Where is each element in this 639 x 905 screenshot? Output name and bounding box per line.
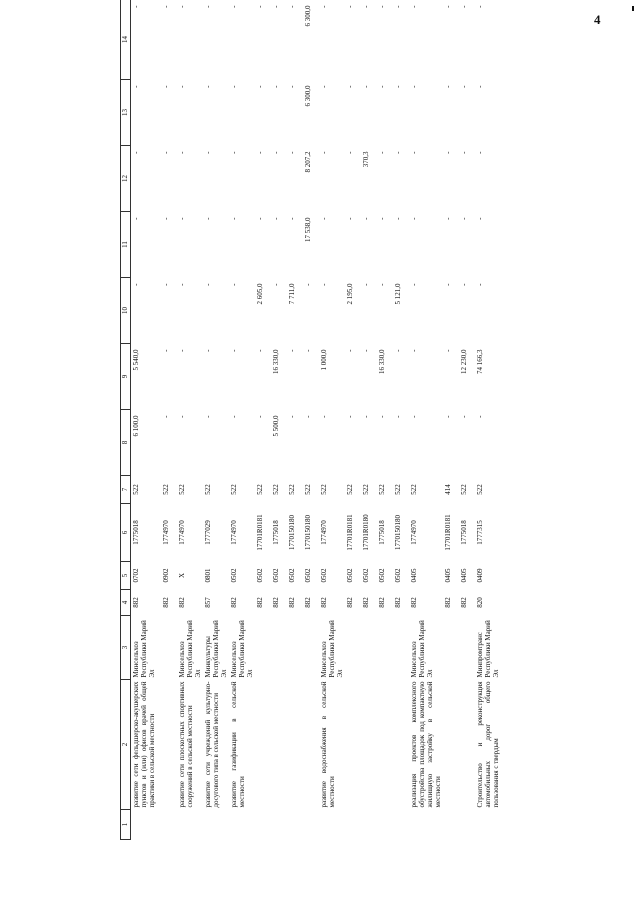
cell-c8: - bbox=[476, 415, 485, 418]
cell-c5: 0409 bbox=[476, 568, 485, 583]
cell-c7: 522 bbox=[346, 484, 355, 495]
table-row bbox=[345, 0, 361, 840]
cell-c6: 1777029 bbox=[203, 520, 212, 545]
cell-c14: - bbox=[229, 5, 238, 8]
cell-c8: - bbox=[161, 415, 170, 418]
cell-c10: - bbox=[410, 283, 419, 286]
cell-c7: 522 bbox=[476, 484, 485, 495]
header-row bbox=[121, 0, 131, 840]
cell-c6: 17701R0181 bbox=[444, 514, 453, 551]
cell-c4: 882 bbox=[229, 597, 238, 608]
col-header: 8 bbox=[121, 410, 131, 476]
row-number-cell bbox=[131, 810, 161, 840]
table-row bbox=[229, 0, 255, 840]
cell-c2 bbox=[303, 680, 319, 810]
cell-c8: - bbox=[229, 415, 238, 418]
cell-c7: 522 bbox=[203, 484, 212, 495]
cell-c4: 882 bbox=[460, 597, 469, 608]
cell-c11: - bbox=[319, 217, 328, 220]
cell-c12: - bbox=[476, 151, 485, 154]
cell-c10: - bbox=[476, 283, 485, 286]
cell-c13: - bbox=[287, 85, 296, 88]
cell-c9: 74 166,3 bbox=[476, 349, 485, 374]
table-row bbox=[393, 0, 409, 840]
row-number-cell bbox=[475, 810, 511, 840]
cell-c4: 882 bbox=[255, 597, 264, 608]
cell-c13: - bbox=[378, 85, 387, 88]
cell-c12: - bbox=[161, 151, 170, 154]
cell-c6: 1775018 bbox=[460, 520, 469, 545]
cell-c9: - bbox=[255, 349, 264, 352]
row-number-cell bbox=[361, 810, 377, 840]
cell-c6: 1770150180 bbox=[394, 515, 403, 550]
cell-c14: - bbox=[378, 5, 387, 8]
cell-c4: 882 bbox=[161, 597, 170, 608]
cell-c14: - bbox=[394, 5, 403, 8]
col-header: 10 bbox=[121, 278, 131, 344]
cell-c7: 522 bbox=[319, 484, 328, 495]
row-number-cell bbox=[377, 810, 393, 840]
table-body bbox=[131, 0, 512, 840]
cell-c3 bbox=[459, 616, 475, 680]
cell-c2 bbox=[361, 680, 377, 810]
cell-c2: развитие сети фельдшерско-акушерских пунктов и (или) офисов врачей общей практики в сельской местности bbox=[132, 681, 157, 808]
cell-c3 bbox=[303, 616, 319, 680]
cell-c12: - bbox=[287, 151, 296, 154]
cell-c6: 1770150180 bbox=[287, 515, 296, 550]
cell-c9: - bbox=[362, 349, 371, 352]
table-row bbox=[475, 0, 511, 840]
cell-c10: - bbox=[303, 283, 312, 286]
cell-c3: Минкультуры Республики Марий Эл bbox=[203, 620, 228, 678]
cell-c13: - bbox=[132, 85, 140, 88]
cell-c12: - bbox=[444, 151, 453, 154]
cell-c2 bbox=[161, 680, 177, 810]
cell-c5: 0502 bbox=[378, 568, 387, 583]
cell-c2 bbox=[345, 680, 361, 810]
cell-c14: - bbox=[410, 5, 419, 8]
cell-c7: 522 bbox=[410, 484, 419, 495]
cell-c4: 882 bbox=[394, 597, 403, 608]
cell-c12: - bbox=[203, 151, 212, 154]
cell-c11: - bbox=[410, 217, 419, 220]
cell-c10: 5 121,0 bbox=[394, 283, 403, 305]
cell-c8: - bbox=[346, 415, 355, 418]
table-row bbox=[303, 0, 319, 840]
cell-c12: - bbox=[132, 151, 140, 154]
cell-c5: 0502 bbox=[229, 568, 238, 583]
cell-c7: 522 bbox=[378, 484, 387, 495]
cell-c2: развитие газификации в сельской местности bbox=[229, 681, 246, 808]
table-row bbox=[161, 0, 177, 840]
cell-c14: - bbox=[476, 5, 485, 8]
cell-c2: развитие сети учреждений культурно-досугового типа в сельской местности bbox=[203, 681, 220, 808]
cell-c3 bbox=[345, 616, 361, 680]
row-number-cell bbox=[229, 810, 255, 840]
cell-c11: - bbox=[255, 217, 264, 220]
cell-c9: - bbox=[410, 349, 419, 352]
cell-c13: - bbox=[255, 85, 264, 88]
cell-c5: X bbox=[177, 572, 186, 579]
cell-c3 bbox=[287, 616, 303, 680]
table-row bbox=[287, 0, 303, 840]
table-row bbox=[443, 0, 459, 840]
cell-c12: - bbox=[410, 151, 419, 154]
cell-c3 bbox=[255, 616, 271, 680]
cell-c7: 522 bbox=[394, 484, 403, 495]
cell-c12: - bbox=[271, 151, 280, 154]
row-number-cell bbox=[319, 810, 345, 840]
cell-c12: 8 207,2 bbox=[303, 151, 312, 173]
cell-c9: - bbox=[287, 349, 296, 352]
cell-c11: 17 538,0 bbox=[303, 217, 312, 242]
row-number-cell bbox=[203, 810, 229, 840]
cell-c5: 0502 bbox=[346, 568, 355, 583]
cell-c7: 522 bbox=[303, 484, 312, 495]
cell-c5: 0502 bbox=[303, 568, 312, 583]
cell-c13: - bbox=[410, 85, 419, 88]
cell-c4: 882 bbox=[410, 597, 419, 608]
cell-c6: 1775018 bbox=[378, 520, 387, 545]
cell-c14: - bbox=[177, 5, 186, 8]
table-row bbox=[177, 0, 203, 840]
cell-c14: - bbox=[319, 5, 328, 8]
cell-c6: 17701R0181 bbox=[255, 514, 264, 551]
cell-c10: - bbox=[362, 283, 371, 286]
cell-c11: - bbox=[229, 217, 238, 220]
cell-c8: - bbox=[444, 415, 453, 418]
cell-c6: 1770150180 bbox=[303, 515, 312, 550]
cell-c5: 0801 bbox=[203, 568, 212, 583]
cell-c6: 1774970 bbox=[177, 520, 186, 545]
cell-c10: 2 605,0 bbox=[255, 283, 264, 305]
cell-c8: - bbox=[362, 415, 371, 418]
cell-c11: - bbox=[362, 217, 371, 220]
cell-c2 bbox=[443, 680, 459, 810]
cell-c3: Минсельхоз Республики Марий Эл bbox=[229, 620, 254, 678]
table-row bbox=[203, 0, 229, 840]
row-number-cell bbox=[255, 810, 271, 840]
cell-c2 bbox=[287, 680, 303, 810]
cell-c7: 522 bbox=[460, 484, 469, 495]
cell-c14: - bbox=[132, 5, 140, 8]
cell-c10: - bbox=[271, 283, 280, 286]
cell-c3 bbox=[443, 616, 459, 680]
budget-table bbox=[120, 0, 511, 840]
cell-c8: - bbox=[378, 415, 387, 418]
cell-c11: - bbox=[161, 217, 170, 220]
row-number-cell bbox=[345, 810, 361, 840]
cell-c3: Минсельхоз Республики Марий Эл bbox=[132, 620, 157, 678]
cell-c3 bbox=[393, 616, 409, 680]
cell-c5: 0405 bbox=[410, 568, 419, 583]
cell-c12: - bbox=[177, 151, 186, 154]
cell-c10: - bbox=[460, 283, 469, 286]
cell-c2: реализация проектов комплексного обустройства площадок под компактную жилищную застройку в сельской местности bbox=[410, 681, 443, 808]
cell-c11: - bbox=[271, 217, 280, 220]
cell-c14: - bbox=[444, 5, 453, 8]
cell-c7: 522 bbox=[362, 484, 371, 495]
cell-c9: - bbox=[346, 349, 355, 352]
cell-c13: - bbox=[271, 85, 280, 88]
cell-c14: - bbox=[161, 5, 170, 8]
cell-c10: 2 195,0 bbox=[346, 283, 355, 305]
cell-c8: 6 100,0 bbox=[132, 415, 140, 437]
cell-c4: 857 bbox=[203, 597, 212, 608]
cell-c13: - bbox=[476, 85, 485, 88]
cell-c5: 0502 bbox=[319, 568, 328, 583]
cell-c7: 522 bbox=[287, 484, 296, 495]
col-header: 12 bbox=[121, 146, 131, 212]
cell-c7: 522 bbox=[132, 484, 140, 495]
row-number-cell bbox=[303, 810, 319, 840]
cell-c9: 1 000,0 bbox=[319, 349, 328, 371]
cell-c6: 1777315 bbox=[476, 520, 485, 545]
cell-c14: - bbox=[287, 5, 296, 8]
table-row bbox=[319, 0, 345, 840]
cell-c8: - bbox=[460, 415, 469, 418]
cell-c14: - bbox=[460, 5, 469, 8]
cell-c5: 0502 bbox=[271, 568, 280, 583]
row-number-cell bbox=[409, 810, 443, 840]
cell-c3: Минсельхоз Республики Марий Эл bbox=[319, 620, 345, 678]
cell-c10: - bbox=[319, 283, 328, 286]
cell-c4: 882 bbox=[362, 597, 371, 608]
cell-c12: - bbox=[255, 151, 264, 154]
cell-c7: 414 bbox=[444, 484, 453, 495]
row-number-cell bbox=[459, 810, 475, 840]
cell-c4: 882 bbox=[444, 597, 453, 608]
cell-c13: - bbox=[394, 85, 403, 88]
cell-c4: 882 bbox=[319, 597, 328, 608]
cell-c5: 0405 bbox=[444, 568, 453, 583]
cell-c5: 0902 bbox=[161, 568, 170, 583]
cell-c13: 6 300,0 bbox=[303, 85, 312, 107]
cell-c9: 16 330,0 bbox=[271, 349, 280, 374]
cell-c12: - bbox=[394, 151, 403, 154]
cell-c10: - bbox=[378, 283, 387, 286]
cell-c4: 820 bbox=[476, 597, 485, 608]
cell-c9: 5 540,0 bbox=[132, 349, 140, 371]
cell-c4: 882 bbox=[346, 597, 355, 608]
rotated-page bbox=[120, 0, 620, 840]
cell-c4: 882 bbox=[177, 597, 186, 608]
cell-c9: - bbox=[161, 349, 170, 352]
cell-c9: - bbox=[444, 349, 453, 352]
cell-c12: - bbox=[460, 151, 469, 154]
cell-c3 bbox=[361, 616, 377, 680]
page-number: 4 bbox=[594, 12, 601, 27]
cell-c14: 6 300,0 bbox=[303, 5, 312, 27]
cell-c10: - bbox=[203, 283, 212, 286]
row-number-cell bbox=[177, 810, 203, 840]
cell-c14: - bbox=[346, 5, 355, 8]
cell-c8: 5 500,0 bbox=[271, 415, 280, 437]
cell-c5: 0502 bbox=[362, 568, 371, 583]
cell-c2 bbox=[377, 680, 393, 810]
cell-c2: развитие сети плоскостных спортивных сооружений в сельской местности bbox=[177, 681, 194, 808]
row-number-cell bbox=[271, 810, 287, 840]
row-number-cell bbox=[287, 810, 303, 840]
table-row bbox=[271, 0, 287, 840]
row-number-cell bbox=[161, 810, 177, 840]
cell-c9: 12 230,0 bbox=[460, 349, 469, 374]
col-header: 14 bbox=[121, 0, 131, 80]
cell-c13: - bbox=[161, 85, 170, 88]
cell-c6: 17701R0180 bbox=[362, 514, 371, 551]
cell-c13: - bbox=[346, 85, 355, 88]
cell-c6: 1774970 bbox=[319, 520, 328, 545]
cell-c4: 882 bbox=[378, 597, 387, 608]
col-header: 7 bbox=[121, 476, 131, 504]
cell-c8: - bbox=[287, 415, 296, 418]
cell-c14: - bbox=[362, 5, 371, 8]
scan-mark bbox=[632, 6, 634, 11]
cell-c12: - bbox=[229, 151, 238, 154]
cell-c9: - bbox=[394, 349, 403, 352]
col-header: 11 bbox=[121, 212, 131, 278]
cell-c3 bbox=[161, 616, 177, 680]
cell-c10: - bbox=[161, 283, 170, 286]
cell-c7: 522 bbox=[177, 484, 186, 495]
cell-c2 bbox=[271, 680, 287, 810]
cell-c5: 0502 bbox=[287, 568, 296, 583]
cell-c5: 0502 bbox=[255, 568, 264, 583]
cell-c3 bbox=[377, 616, 393, 680]
cell-c8: - bbox=[255, 415, 264, 418]
cell-c3 bbox=[271, 616, 287, 680]
cell-c4: 882 bbox=[271, 597, 280, 608]
cell-c6: 1774970 bbox=[229, 520, 238, 545]
cell-c10: - bbox=[229, 283, 238, 286]
cell-c11: - bbox=[378, 217, 387, 220]
cell-c12: 370,3 bbox=[362, 151, 371, 168]
cell-c3: Минсельхоз Республики Марий Эл bbox=[410, 620, 435, 678]
cell-c2: Строительство и реконструкция автомобильных дорог общего пользования с твердым bbox=[476, 681, 501, 808]
cell-c2 bbox=[393, 680, 409, 810]
cell-c11: - bbox=[394, 217, 403, 220]
cell-c5: 0405 bbox=[460, 568, 469, 583]
cell-c5: 0702 bbox=[132, 568, 140, 583]
cell-c11: - bbox=[177, 217, 186, 220]
table-row bbox=[377, 0, 393, 840]
cell-c11: - bbox=[132, 217, 140, 220]
cell-c12: - bbox=[346, 151, 355, 154]
cell-c13: - bbox=[203, 85, 212, 88]
cell-c14: - bbox=[271, 5, 280, 8]
cell-c8: - bbox=[394, 415, 403, 418]
cell-c8: - bbox=[177, 415, 186, 418]
cell-c11: - bbox=[460, 217, 469, 220]
cell-c13: - bbox=[362, 85, 371, 88]
cell-c5: 0502 bbox=[394, 568, 403, 583]
cell-c10: 7 711,0 bbox=[287, 283, 296, 305]
row-number-cell bbox=[393, 810, 409, 840]
cell-c4: 882 bbox=[303, 597, 312, 608]
col-header: 4 bbox=[121, 590, 131, 616]
cell-c10: - bbox=[177, 283, 186, 286]
col-header: 13 bbox=[121, 80, 131, 146]
cell-c9: - bbox=[177, 349, 186, 352]
cell-c8: - bbox=[319, 415, 328, 418]
cell-c3: Минсельхоз Республики Марий Эл bbox=[177, 620, 202, 678]
table-row bbox=[255, 0, 271, 840]
cell-c11: - bbox=[476, 217, 485, 220]
cell-c13: - bbox=[460, 85, 469, 88]
cell-c11: - bbox=[444, 217, 453, 220]
cell-c9: - bbox=[229, 349, 238, 352]
table-row bbox=[409, 0, 443, 840]
cell-c6: 17701R0181 bbox=[346, 514, 355, 551]
cell-c4: 882 bbox=[287, 597, 296, 608]
col-header: 9 bbox=[121, 344, 131, 410]
cell-c9: - bbox=[303, 349, 312, 352]
cell-c7: 522 bbox=[271, 484, 280, 495]
cell-c13: - bbox=[229, 85, 238, 88]
cell-c14: - bbox=[255, 5, 264, 8]
cell-c10: - bbox=[132, 283, 140, 286]
cell-c14: - bbox=[203, 5, 212, 8]
cell-c11: - bbox=[346, 217, 355, 220]
cell-c2 bbox=[459, 680, 475, 810]
cell-c8: - bbox=[410, 415, 419, 418]
cell-c13: - bbox=[319, 85, 328, 88]
col-header: 6 bbox=[121, 504, 131, 562]
cell-c6: 1775018 bbox=[271, 520, 280, 545]
cell-c8: - bbox=[303, 415, 312, 418]
cell-c13: - bbox=[444, 85, 453, 88]
cell-c4: 882 bbox=[132, 597, 140, 608]
cell-c9: 16 330,0 bbox=[378, 349, 387, 374]
cell-c2 bbox=[255, 680, 271, 810]
cell-c2: развитие водоснабжения в сельской местности bbox=[319, 681, 336, 808]
cell-c7: 522 bbox=[161, 484, 170, 495]
cell-c6: 1775018 bbox=[132, 520, 140, 545]
col-header: 2 bbox=[121, 680, 131, 810]
col-header: 3 bbox=[121, 616, 131, 680]
cell-c11: - bbox=[203, 217, 212, 220]
cell-c7: 522 bbox=[255, 484, 264, 495]
table-row bbox=[131, 0, 161, 840]
cell-c6: 1774970 bbox=[410, 520, 419, 545]
table-row bbox=[459, 0, 475, 840]
col-header: 5 bbox=[121, 562, 131, 590]
cell-c11: - bbox=[287, 217, 296, 220]
cell-c7: 522 bbox=[229, 484, 238, 495]
cell-c13: - bbox=[177, 85, 186, 88]
cell-c9: - bbox=[203, 349, 212, 352]
row-number-cell bbox=[443, 810, 459, 840]
cell-c10: - bbox=[444, 283, 453, 286]
cell-c12: - bbox=[319, 151, 328, 154]
cell-c8: - bbox=[203, 415, 212, 418]
col-header: 1 bbox=[121, 810, 131, 840]
cell-c3: Минпромтранс Республики Марий Эл bbox=[476, 620, 501, 678]
table-row bbox=[361, 0, 377, 840]
cell-c12: - bbox=[378, 151, 387, 154]
cell-c6: 1774970 bbox=[161, 520, 170, 545]
